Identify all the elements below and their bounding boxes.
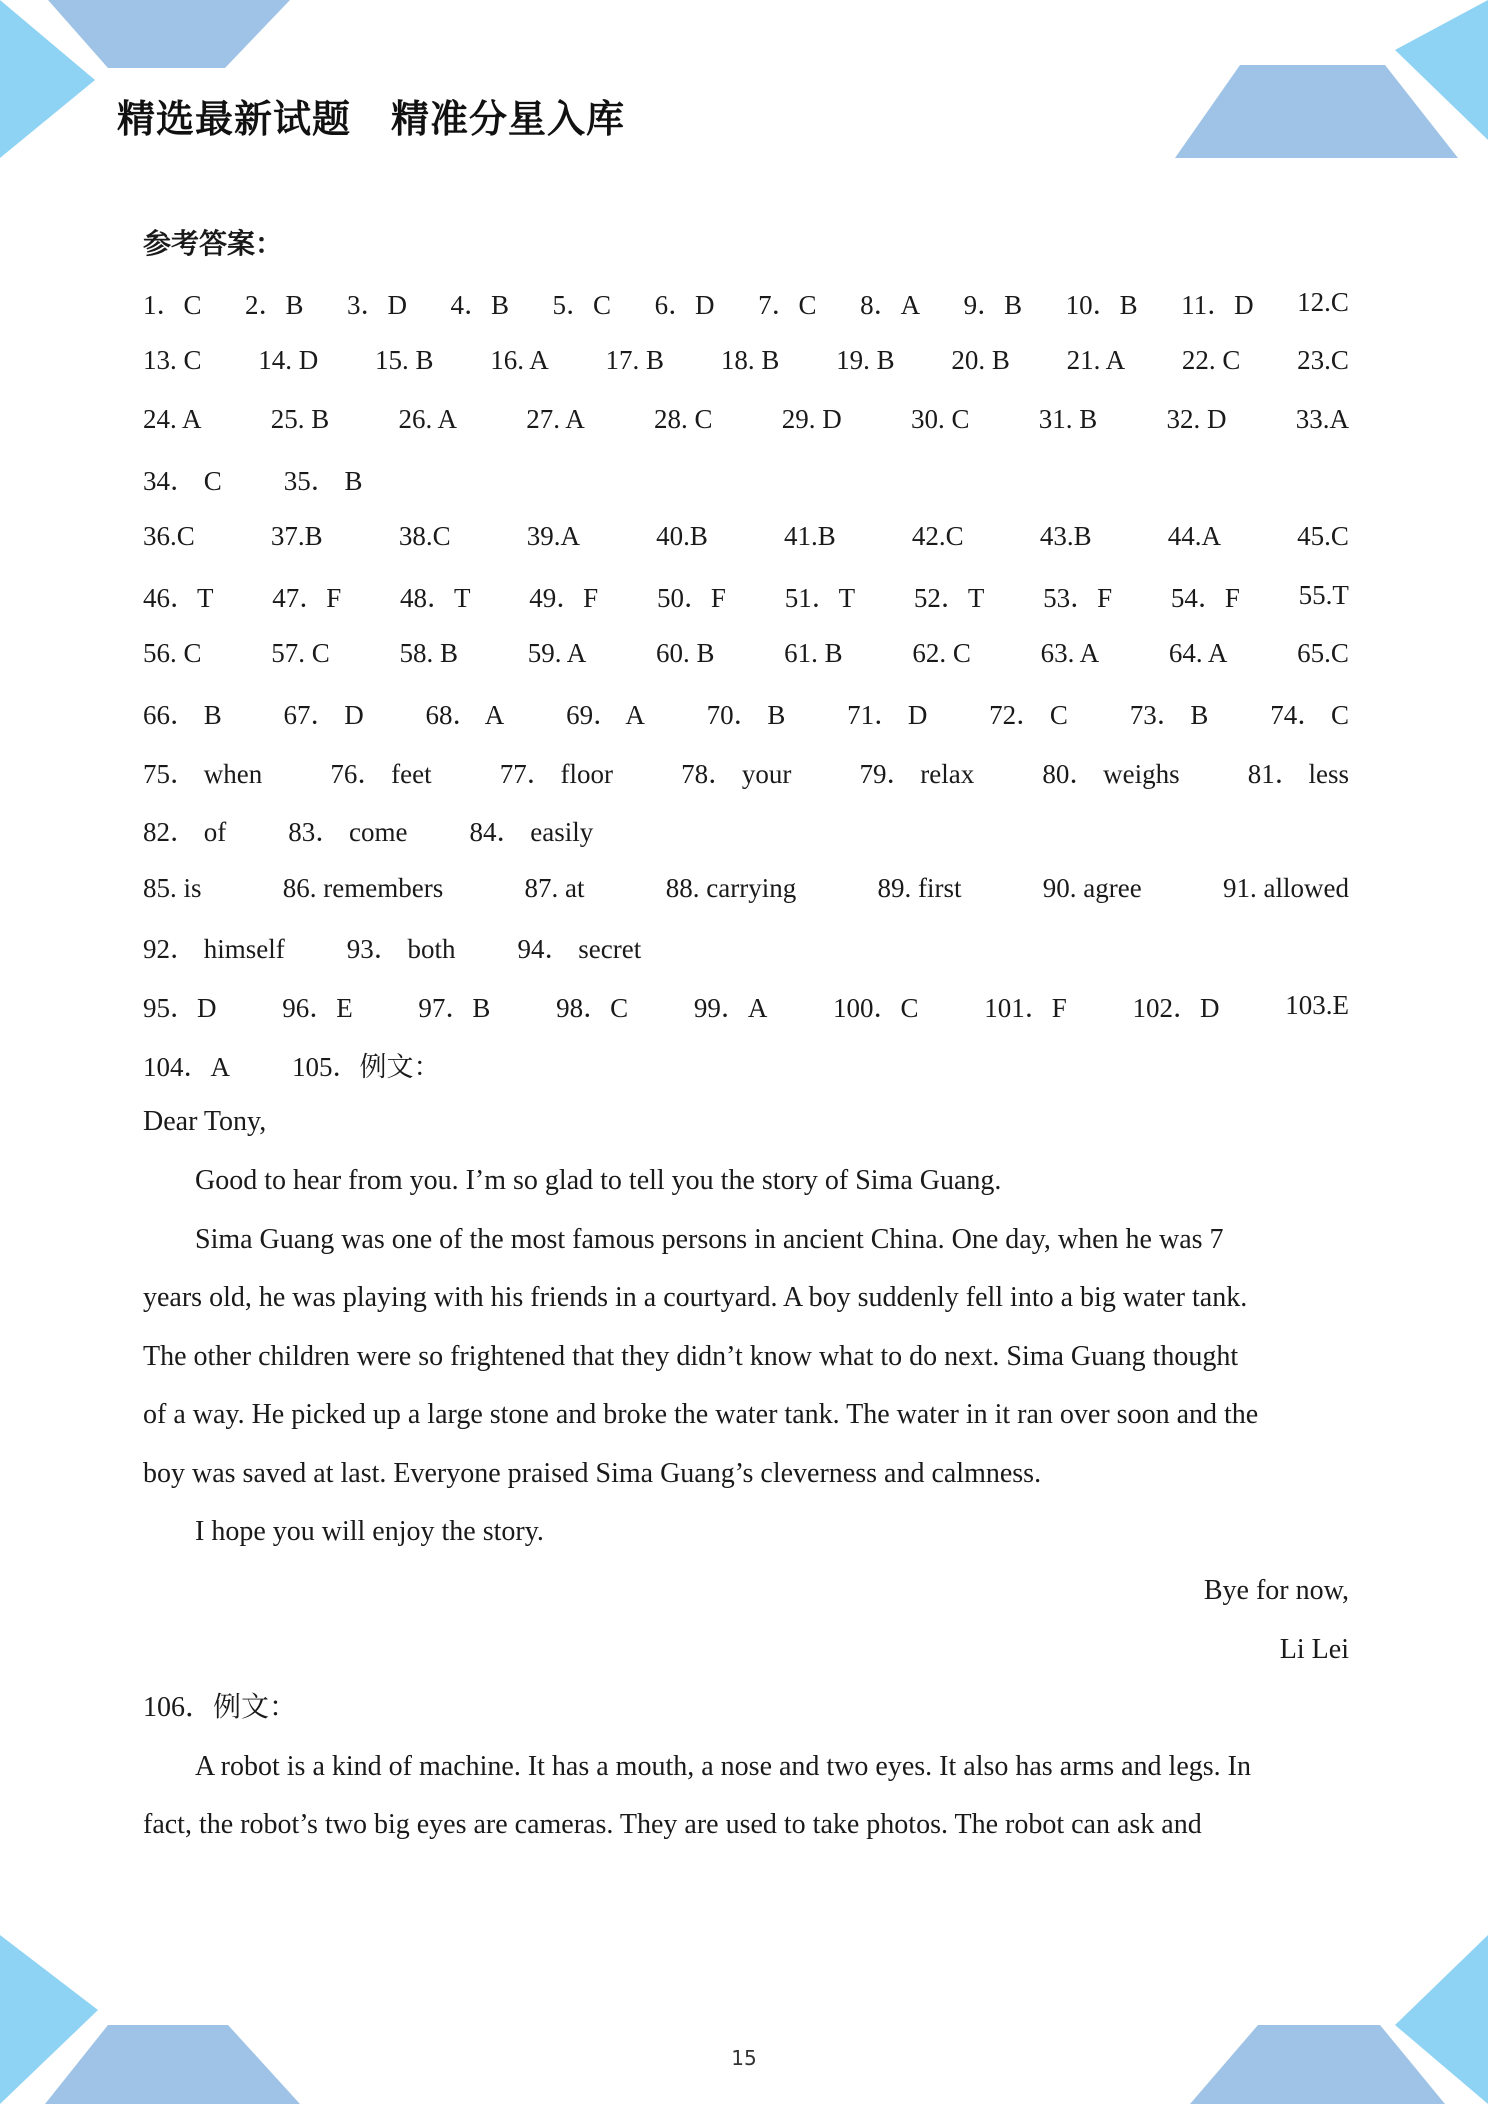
answer-item: 81． less [1247, 758, 1349, 789]
answer-item: 48．T [399, 582, 471, 613]
answer-item: 7．C [758, 289, 817, 320]
answer-item: 97．B [418, 992, 491, 1023]
answer-item: 13. C [143, 345, 202, 376]
answer-row [143, 918, 1349, 977]
answer-item: 99．A [693, 992, 768, 1023]
essay105-signature: Li Lei [1279, 1633, 1349, 1665]
answer-item: 46．T [143, 582, 214, 613]
answer-item: 67． D [283, 699, 364, 730]
essay106-label: 106．例文： [143, 1692, 298, 1724]
answer-item: 15. B [375, 345, 434, 376]
answer-item: 52．T [913, 582, 985, 613]
answer-item: 63. A [1040, 638, 1100, 669]
answer-item: 38.C [398, 521, 451, 552]
answer-item: 58. B [399, 638, 458, 669]
essay105-closing: Bye for now, [1203, 1575, 1349, 1607]
answer-item: 73． B [1129, 699, 1209, 730]
answer-item: 66． B [143, 699, 222, 730]
answer-item: 3．D [347, 289, 408, 320]
answer-row [143, 273, 1349, 332]
answer-row [143, 332, 1349, 391]
answer-item: 86. remembers [282, 872, 444, 903]
answer-item: 72． C [989, 699, 1068, 730]
answer-item: 83． come [288, 817, 408, 848]
essay105-line: years old, he was playing with his friends in a courtyard. A boy suddenly fell into a big water tank. [143, 1282, 1248, 1314]
answer-item: 20. B [951, 345, 1010, 376]
answer-row [143, 742, 1349, 801]
answer-item: 69． A [566, 699, 645, 730]
answer-row [143, 390, 1349, 449]
answer-item: 31. B [1038, 403, 1098, 434]
answer-item: 44.A [1167, 521, 1221, 552]
answer-item: 94． secret [517, 934, 642, 965]
answer-item: 43.B [1039, 521, 1092, 552]
answer-row [143, 507, 1349, 566]
essay105-line: I hope you will enjoy the story. [195, 1516, 544, 1548]
answer-item: 6．D [654, 289, 715, 320]
answer-item: 33.A [1295, 403, 1349, 434]
answer-item: 50．F [656, 582, 726, 613]
answer-item: 29. D [781, 403, 842, 434]
answer-item: 105．例文： [292, 1051, 441, 1082]
answer-item: 56. C [143, 638, 202, 669]
answer-row [143, 566, 1349, 625]
answer-item: 4．B [450, 289, 510, 320]
answer-item: 22. C [1181, 345, 1241, 376]
answer-item: 95．D [143, 992, 217, 1023]
answer-item: 78． your [681, 758, 792, 789]
top-left-trapezoid [48, 0, 290, 68]
answer-item: 23.C [1297, 345, 1349, 376]
top-right-trapezoid [1175, 65, 1458, 158]
answer-item: 47．F [272, 582, 342, 613]
answer-content [143, 215, 1349, 1855]
answer-item: 41.B [784, 521, 836, 552]
answer-item: 87. at [524, 872, 585, 903]
answer-item: 90. agree [1042, 872, 1142, 903]
answer-item: 2．B [245, 289, 304, 320]
answer-item: 42.C [911, 521, 964, 552]
answer-item: 77． floor [499, 758, 613, 789]
answer-item: 60. B [655, 638, 715, 669]
answer-item: 91. allowed [1222, 872, 1349, 903]
answer-item: 84． easily [469, 817, 594, 848]
answer-item: 59. A [527, 638, 587, 669]
answer-item: 37.B [270, 521, 323, 552]
answer-item: 34． C [143, 465, 222, 496]
page-number: 15 [731, 2046, 757, 2070]
essay105-line: of a way. He picked up a large stone and broke the water tank. The water in it ran over soon and the [143, 1399, 1259, 1431]
header-title-left: 精选最新试题 [117, 97, 352, 141]
answer-item: 79． relax [859, 758, 975, 789]
answer-item: 35． B [283, 465, 363, 496]
answer-item: 49．F [529, 582, 599, 613]
answer-item: 8．A [860, 289, 921, 320]
answer-item: 32. D [1166, 403, 1227, 434]
essay106-line: A robot is a kind of machine. It has a mouth, a nose and two eyes. It also has arms and legs. In [195, 1750, 1251, 1782]
answer-item: 104．A [143, 1051, 230, 1082]
answer-item: 100．C [833, 992, 919, 1023]
essay105-line: The other children were so frightened that they didn’t know what to do next. Sima Guang thought [143, 1340, 1239, 1372]
answer-item: 36.C [143, 521, 195, 552]
answer-item: 5．C [552, 289, 612, 320]
answer-item: 103.E [1285, 989, 1349, 1020]
answer-item: 19. B [836, 345, 895, 376]
answer-item: 61. B [784, 638, 843, 669]
answer-item: 45.C [1297, 521, 1349, 552]
answer-row [143, 683, 1349, 742]
answer-item: 10．B [1065, 289, 1138, 320]
answer-item: 54．F [1170, 582, 1240, 613]
answer-item: 75． when [143, 758, 263, 789]
answer-item: 24. A [143, 403, 202, 434]
answer-item: 55.T [1298, 579, 1349, 610]
answer-item: 89. first [877, 872, 962, 903]
answer-item: 65.C [1297, 638, 1349, 669]
answer-row [143, 800, 1349, 859]
answer-item: 40.B [656, 521, 708, 552]
answer-row [143, 449, 1349, 508]
answer-item: 17. B [605, 345, 665, 376]
answer-item: 53．F [1043, 582, 1113, 613]
answers-heading: 参考答案： [143, 227, 284, 260]
answer-row [143, 1035, 1349, 1094]
answer-item: 68． A [425, 699, 505, 730]
answer-item: 21. A [1066, 345, 1126, 376]
answer-row [143, 976, 1349, 1035]
answer-row [143, 625, 1349, 684]
answer-row [143, 859, 1349, 918]
answer-item: 71． D [847, 699, 928, 730]
essay105-line: Sima Guang was one of the most famous persons in ancient China. One day, when he was 7 [195, 1223, 1224, 1255]
essay105-line: boy was saved at last. Everyone praised Sima Guang’s cleverness and calmness. [143, 1457, 1042, 1489]
answer-item: 76． feet [330, 758, 432, 789]
answer-item: 28. C [654, 403, 713, 434]
answer-item: 57. C [271, 638, 330, 669]
answer-item: 1．C [143, 289, 202, 320]
answer-item: 85. is [143, 872, 202, 903]
answer-item: 9．B [963, 289, 1023, 320]
answer-item: 102．D [1132, 992, 1220, 1023]
answer-item: 62. C [912, 638, 971, 669]
answer-item: 92． himself [143, 934, 285, 965]
answer-item: 74． C [1270, 699, 1349, 730]
answer-item: 51．T [784, 582, 856, 613]
answer-item: 88. carrying [665, 872, 797, 903]
answer-item: 39.A [526, 521, 580, 552]
answer-item: 12.C [1297, 286, 1349, 317]
answer-item: 18. B [720, 345, 780, 376]
answer-item: 98．C [556, 992, 629, 1023]
essay105-line: Good to hear from you. I’m so glad to tell you the story of Sima Guang. [195, 1164, 1002, 1196]
answer-item: 25. B [270, 403, 330, 434]
answer-item: 30. C [910, 403, 970, 434]
answer-item: 93． both [346, 934, 456, 965]
essay106-line: fact, the robot’s two big eyes are cameras. They are used to take photos. The robot can ask and [143, 1809, 1202, 1841]
answer-item: 101．F [984, 992, 1067, 1023]
answer-item: 64. A [1168, 638, 1228, 669]
header-title [117, 88, 625, 143]
essay105-greeting: Dear Tony, [143, 1106, 267, 1138]
answer-grid [143, 273, 1349, 1093]
answer-item: 26. A [398, 403, 458, 434]
answer-item: 96．E [282, 992, 353, 1023]
answer-item: 80． weighs [1042, 758, 1180, 789]
answer-item: 14. D [258, 345, 319, 376]
answer-item: 16. A [490, 345, 549, 376]
answer-item: 27. A [526, 403, 585, 434]
answer-item: 11．D [1181, 289, 1254, 320]
header-title-right: 精准分星入库 [391, 97, 626, 141]
answer-item: 70． B [706, 699, 786, 730]
answer-item: 82． of [143, 817, 227, 848]
